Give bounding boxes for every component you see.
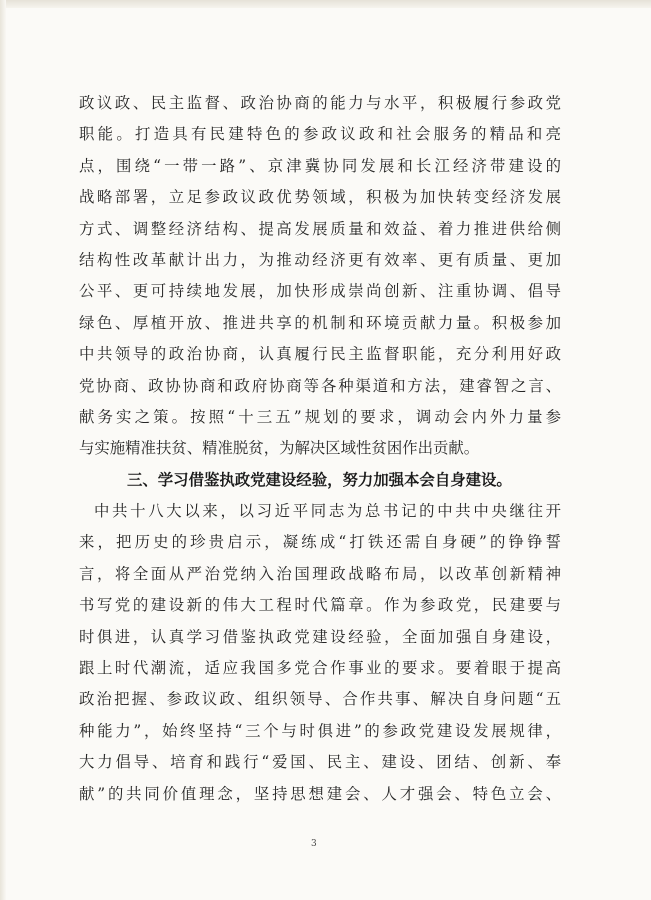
text-line: 献务实之策。按照“十三五”规划的要求，调动会内外力量参 <box>79 407 561 426</box>
text-line: 政治把握、参政议政、组织领导、合作共事、解决自身问题“五 <box>79 690 561 709</box>
scan-top-edge <box>0 0 651 8</box>
text-line: 公平、更可持续地发展，加快形成崇尚创新、注重协调、倡导 <box>79 282 561 301</box>
text-line: 绿色、厚植开放、推进共享的机制和环境贡献力量。积极参加 <box>79 313 561 332</box>
text-line: 点，围绕“一带一路”、京津冀协同发展和长江经济带建设的 <box>79 156 561 175</box>
text-line: 时俱进，认真学习借鉴执政党建设经验，全面加强自身建设， <box>79 627 561 646</box>
body-text <box>79 88 561 810</box>
text-line: 大力倡导、培育和践行“爱国、民主、建设、团结、创新、奉 <box>79 753 561 772</box>
text-line: 献”的共同价值理念，坚持思想建会、人才强会、特色立会、 <box>79 784 561 803</box>
text-line: 言，将全面从严治党纳入治国理政战略布局，以改革创新精神 <box>79 564 561 583</box>
text-line: 结构性改革献计出力，为推动经济更有效率、更有质量、更加 <box>79 250 561 269</box>
section-heading: 三、学习借鉴执政党建设经验，努力加强本会自身建设。 <box>127 470 512 489</box>
text-line: 方式、调整经济结构、提高发展质量和效益、着力推进供给侧 <box>79 219 561 238</box>
text-line: 党协商、政协协商和政府协商等各种渠道和方法，建睿智之言、 <box>79 376 561 395</box>
text-line: 中共十八大以来，以习近平同志为总书记的中共中央继往开 <box>94 502 561 521</box>
scan-left-edge <box>0 0 6 900</box>
text-line: 与实施精准扶贫、精准脱贫，为解决区域性贫困作出贡献。 <box>79 439 480 458</box>
text-line: 跟上时代潮流，适应我国多党合作事业的要求。要着眼于提高 <box>79 659 561 678</box>
text-line: 书写党的建设新的伟大工程时代篇章。作为参政党，民建要与 <box>79 596 561 615</box>
text-line: 战略部署，立足参政议政优势领域，积极为加快转变经济发展 <box>79 188 561 207</box>
text-line: 政议政、民主监督、政治协商的能力与水平，积极履行参政党 <box>79 94 561 112</box>
text-line: 中共领导的政治协商，认真履行民主监督职能，充分利用好政 <box>79 345 561 364</box>
text-line: 种能力”，始终坚持“三个与时俱进”的参政党建设发展规律， <box>79 721 561 740</box>
text-line: 职能。打造具有民建特色的参政议政和社会服务的精品和亮 <box>79 125 561 144</box>
page-number: 3 <box>311 839 317 849</box>
text-line: 来，把历史的珍贵启示，凝练成“打铁还需自身硬”的铮铮誓 <box>79 533 561 552</box>
